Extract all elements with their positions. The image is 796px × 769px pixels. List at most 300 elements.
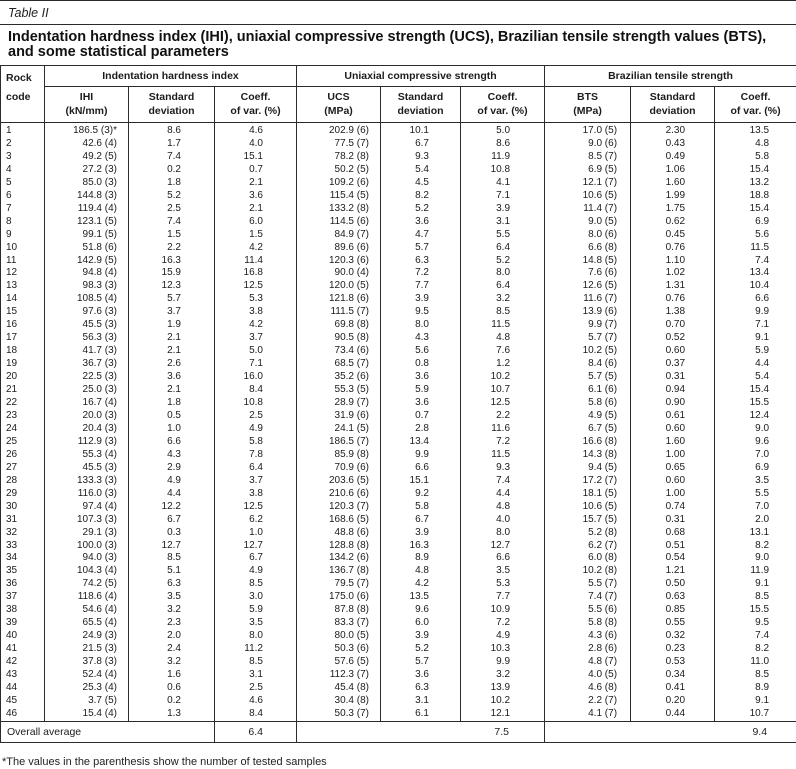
bts-coeffvar-cell: 13.5: [715, 123, 796, 138]
ucs-coeffvar-cell: 12.1: [461, 708, 545, 721]
ihi-stddev-cell: 3.2: [129, 656, 215, 669]
ihi-value-cell: 98.3 (3): [45, 280, 129, 293]
ihi-value-cell: 15.4 (4): [45, 708, 129, 721]
ihi-stddev-cell: 0.2: [129, 695, 215, 708]
ihi-value-cell: 36.7 (3): [45, 358, 129, 371]
table-row: [1, 475, 796, 488]
ihi-coeffvar-cell: 6.2: [215, 514, 297, 527]
ucs-coeffvar-cell: 11.5: [461, 319, 545, 332]
table-row: [1, 293, 796, 306]
ihi-coeffvar-cell: 12.5: [215, 280, 297, 293]
ucs-stddev-cell: 5.2: [381, 203, 461, 216]
bts-stddev-cell: 1.38: [631, 306, 715, 319]
ucs-value-cell: 85.9 (8): [297, 449, 381, 462]
bts-value-cell: 10.2 (5): [545, 345, 631, 358]
ihi-coeffvar-cell: 3.0: [215, 591, 297, 604]
header-bts: [545, 87, 631, 123]
ihi-value-cell: 100.0 (3): [45, 540, 129, 553]
header-bts-stddev-line-1: Standard: [649, 91, 696, 103]
ucs-value-cell: 90.0 (4): [297, 267, 381, 280]
ucs-value-cell: 134.2 (6): [297, 552, 381, 565]
ucs-stddev-cell: 6.7: [381, 138, 461, 151]
bts-coeffvar-cell: 5.8: [715, 151, 796, 164]
bts-coeffvar-cell: 9.6: [715, 436, 796, 449]
bts-coeffvar-cell: 4.8: [715, 138, 796, 151]
ihi-coeffvar-cell: 3.5: [215, 617, 297, 630]
ihi-value-cell: 142.9 (5): [45, 255, 129, 268]
ihi-coeffvar-cell: 4.9: [215, 423, 297, 436]
table-row: [1, 255, 796, 268]
table-label: Table II: [8, 6, 49, 20]
bts-stddev-cell: 0.31: [631, 514, 715, 527]
ihi-coeffvar-cell: 3.7: [215, 475, 297, 488]
bts-coeffvar-cell: 15.4: [715, 384, 796, 397]
bts-value-cell: 2.8 (6): [545, 643, 631, 656]
ihi-value-cell: 37.8 (3): [45, 656, 129, 669]
data-table: [0, 65, 796, 743]
ihi-stddev-cell: 1.7: [129, 138, 215, 151]
header-bts-stddev-line-2: deviation: [649, 105, 696, 117]
table-row: [1, 123, 796, 138]
ucs-stddev-cell: 0.8: [381, 358, 461, 371]
ihi-value-cell: 25.0 (3): [45, 384, 129, 397]
bts-stddev-cell: 0.53: [631, 656, 715, 669]
table-row: [1, 527, 796, 540]
bts-coeffvar-cell: 6.9: [715, 216, 796, 229]
table-row: [1, 488, 796, 501]
ihi-value-cell: 112.9 (3): [45, 436, 129, 449]
table-row: [1, 410, 796, 423]
ucs-value-cell: 175.0 (6): [297, 591, 381, 604]
table-row: [1, 345, 796, 358]
ihi-stddev-cell: 5.2: [129, 190, 215, 203]
ucs-stddev-cell: 5.9: [381, 384, 461, 397]
bts-value-cell: 18.1 (5): [545, 488, 631, 501]
ucs-value-cell: 90.5 (8): [297, 332, 381, 345]
rock-code-cell: 13: [6, 280, 18, 292]
header-rock-code-line-2: code: [6, 91, 31, 103]
bts-value-cell: 6.6 (8): [545, 242, 631, 255]
bts-stddev-cell: 1.06: [631, 164, 715, 177]
ihi-value-cell: 99.1 (5): [45, 229, 129, 242]
bts-value-cell: 5.8 (8): [545, 617, 631, 630]
ucs-value-cell: 55.3 (5): [297, 384, 381, 397]
ihi-stddev-cell: 2.9: [129, 462, 215, 475]
ihi-value-cell: 3.7 (5): [45, 695, 129, 708]
rock-code-cell: 3: [6, 150, 12, 162]
header-ihi-coeffvar: [215, 87, 297, 123]
bts-coeffvar-cell: 5.6: [715, 229, 796, 242]
bts-stddev-cell: 0.20: [631, 695, 715, 708]
table-caption: [0, 25, 796, 65]
ucs-value-cell: 31.9 (6): [297, 410, 381, 423]
ihi-coeffvar-cell: 5.9: [215, 604, 297, 617]
ucs-stddev-cell: 7.7: [381, 280, 461, 293]
bts-value-cell: 10.2 (8): [545, 565, 631, 578]
table-row: [1, 203, 796, 216]
ucs-stddev-cell: 7.2: [381, 267, 461, 280]
ihi-value-cell: 97.4 (4): [45, 501, 129, 514]
ucs-stddev-cell: 3.1: [381, 695, 461, 708]
table-row: [1, 384, 796, 397]
ucs-coeffvar-cell: 8.0: [461, 267, 545, 280]
table-row: [1, 423, 796, 436]
ihi-coeffvar-cell: 4.0: [215, 138, 297, 151]
header-rock-code-line-1: Rock: [6, 72, 32, 84]
table-row: [1, 177, 796, 190]
bts-stddev-cell: 0.65: [631, 462, 715, 475]
ucs-coeffvar-cell: 8.5: [461, 306, 545, 319]
header-ucs: [297, 87, 381, 123]
bts-value-cell: 5.2 (8): [545, 527, 631, 540]
ihi-stddev-cell: 4.4: [129, 488, 215, 501]
rock-code-cell: 44: [6, 681, 18, 693]
ucs-coeffvar-cell: 5.5: [461, 229, 545, 242]
ucs-stddev-cell: 13.4: [381, 436, 461, 449]
ihi-coeffvar-cell: 8.4: [215, 384, 297, 397]
ihi-stddev-cell: 2.0: [129, 630, 215, 643]
ucs-value-cell: 79.5 (7): [297, 578, 381, 591]
ihi-coeffvar-cell: 16.0: [215, 371, 297, 384]
header-bts-coeffvar-line-1: Coeff.: [740, 91, 771, 103]
ucs-coeffvar-cell: 7.7: [461, 591, 545, 604]
ihi-value-cell: 55.3 (4): [45, 449, 129, 462]
rock-code-cell: 12: [6, 267, 18, 279]
ucs-coeffvar-cell: 6.4: [461, 242, 545, 255]
rock-code-cell: 14: [6, 293, 18, 305]
bts-value-cell: 13.9 (6): [545, 306, 631, 319]
ihi-coeffvar-cell: 4.2: [215, 319, 297, 332]
ihi-stddev-cell: 12.7: [129, 540, 215, 553]
ucs-coeffvar-cell: 5.0: [461, 123, 545, 138]
table-row: [1, 695, 796, 708]
ucs-stddev-cell: 6.3: [381, 255, 461, 268]
ihi-stddev-cell: 12.2: [129, 501, 215, 514]
rock-code-cell: 11: [6, 254, 17, 266]
ihi-stddev-cell: 4.9: [129, 475, 215, 488]
ucs-value-cell: 70.9 (6): [297, 462, 381, 475]
rock-code-cell: 45: [6, 694, 18, 706]
ihi-stddev-cell: 6.3: [129, 578, 215, 591]
rock-code-cell: 41: [6, 643, 18, 655]
ihi-coeffvar-cell: 6.7: [215, 552, 297, 565]
ucs-stddev-cell: 8.9: [381, 552, 461, 565]
bts-value-cell: 2.2 (7): [545, 695, 631, 708]
ucs-coeffvar-cell: 7.1: [461, 190, 545, 203]
table-row: [1, 462, 796, 475]
rock-code-cell: 4: [6, 163, 12, 175]
bts-value-cell: 6.9 (5): [545, 164, 631, 177]
ihi-coeffvar-cell: 4.2: [215, 242, 297, 255]
bts-value-cell: 4.9 (5): [545, 410, 631, 423]
table-row: [1, 164, 796, 177]
bts-value-cell: 5.8 (6): [545, 397, 631, 410]
header-ihi: [45, 87, 129, 123]
bts-coeffvar-cell: 9.0: [715, 552, 796, 565]
ucs-value-cell: 24.1 (5): [297, 423, 381, 436]
rock-code-cell: 26: [6, 448, 18, 460]
ucs-value-cell: 68.5 (7): [297, 358, 381, 371]
bts-coeffvar-cell: 6.9: [715, 462, 796, 475]
bts-coeffvar-cell: 9.9: [715, 306, 796, 319]
overall-average-ihi-coeffvar: 6.4: [215, 721, 297, 742]
rock-code-cell: 20: [6, 371, 18, 383]
bts-stddev-cell: 0.60: [631, 345, 715, 358]
bts-value-cell: 6.1 (6): [545, 384, 631, 397]
ucs-stddev-cell: 8.0: [381, 319, 461, 332]
table-row: [1, 617, 796, 630]
table-row: [1, 267, 796, 280]
ihi-value-cell: 186.5 (3)*: [45, 123, 129, 138]
ihi-stddev-cell: 8.5: [129, 552, 215, 565]
overall-average-ucs-coeffvar: 7.5: [297, 721, 545, 742]
bts-stddev-cell: 0.94: [631, 384, 715, 397]
rock-code-cell: 37: [6, 591, 18, 603]
table-row: [1, 552, 796, 565]
ucs-stddev-cell: 9.5: [381, 306, 461, 319]
header-ihi-coeffvar-line-1: Coeff.: [240, 91, 271, 103]
header-group-ihi: Indentation hardness index: [45, 66, 297, 87]
table-row: [1, 397, 796, 410]
bts-coeffvar-cell: 5.9: [715, 345, 796, 358]
ihi-value-cell: 49.2 (5): [45, 151, 129, 164]
ihi-stddev-cell: 2.3: [129, 617, 215, 630]
ucs-coeffvar-cell: 9.3: [461, 462, 545, 475]
ihi-coeffvar-cell: 2.1: [215, 203, 297, 216]
bts-value-cell: 8.5 (7): [545, 151, 631, 164]
header-ihi-stddev-line-1: Standard: [148, 91, 195, 103]
ucs-stddev-cell: 6.6: [381, 462, 461, 475]
ihi-value-cell: 144.8 (3): [45, 190, 129, 203]
header-group-bts: Brazilian tensile strength: [545, 66, 796, 87]
header-bts-coeffvar: [715, 87, 796, 123]
bts-coeffvar-cell: 8.2: [715, 643, 796, 656]
table-row: [1, 436, 796, 449]
ucs-value-cell: 210.6 (6): [297, 488, 381, 501]
bts-value-cell: 4.1 (7): [545, 708, 631, 721]
bts-stddev-cell: 1.60: [631, 177, 715, 190]
ucs-coeffvar-cell: 7.2: [461, 436, 545, 449]
header-rock-code: [1, 66, 45, 123]
ucs-stddev-cell: 6.7: [381, 514, 461, 527]
bts-coeffvar-cell: 8.5: [715, 591, 796, 604]
table-row: [1, 643, 796, 656]
ucs-value-cell: 121.8 (6): [297, 293, 381, 306]
ihi-value-cell: 119.4 (4): [45, 203, 129, 216]
bts-value-cell: 11.6 (7): [545, 293, 631, 306]
ihi-stddev-cell: 2.6: [129, 358, 215, 371]
ucs-stddev-cell: 6.1: [381, 708, 461, 721]
bts-value-cell: 9.9 (7): [545, 319, 631, 332]
ihi-stddev-cell: 2.1: [129, 332, 215, 345]
ihi-stddev-cell: 1.0: [129, 423, 215, 436]
ucs-value-cell: 89.6 (6): [297, 242, 381, 255]
bts-coeffvar-cell: 11.5: [715, 242, 796, 255]
ucs-value-cell: 28.9 (7): [297, 397, 381, 410]
ihi-coeffvar-cell: 15.1: [215, 151, 297, 164]
bts-value-cell: 14.8 (5): [545, 255, 631, 268]
header-bts-coeffvar-line-2: of var. (%): [730, 105, 781, 117]
bts-coeffvar-cell: 8.5: [715, 669, 796, 682]
overall-average-bts-coeffvar: 9.4: [545, 721, 796, 742]
ucs-value-cell: 84.9 (7): [297, 229, 381, 242]
ucs-stddev-cell: 15.1: [381, 475, 461, 488]
ihi-stddev-cell: 1.9: [129, 319, 215, 332]
ihi-value-cell: 29.1 (3): [45, 527, 129, 540]
table-row: [1, 306, 796, 319]
ihi-stddev-cell: 2.5: [129, 203, 215, 216]
ucs-coeffvar-cell: 5.3: [461, 578, 545, 591]
ucs-stddev-cell: 4.5: [381, 177, 461, 190]
header-ihi-coeffvar-line-2: of var. (%): [230, 105, 281, 117]
rock-code-cell: 19: [6, 358, 18, 370]
bts-coeffvar-cell: 10.4: [715, 280, 796, 293]
table-row: [1, 138, 796, 151]
bts-value-cell: 9.4 (5): [545, 462, 631, 475]
bts-value-cell: 4.6 (8): [545, 682, 631, 695]
ucs-stddev-cell: 3.6: [381, 371, 461, 384]
ihi-coeffvar-cell: 2.5: [215, 410, 297, 423]
rock-code-cell: 16: [6, 319, 18, 331]
bts-value-cell: 12.1 (7): [545, 177, 631, 190]
ihi-value-cell: 21.5 (3): [45, 643, 129, 656]
rock-code-cell: 28: [6, 474, 18, 486]
rock-code-cell: 40: [6, 630, 18, 642]
table-row: [1, 319, 796, 332]
ucs-stddev-cell: 6.0: [381, 617, 461, 630]
ihi-stddev-cell: 1.8: [129, 177, 215, 190]
ihi-value-cell: 97.6 (3): [45, 306, 129, 319]
bts-coeffvar-cell: 9.1: [715, 578, 796, 591]
ucs-value-cell: 78.2 (8): [297, 151, 381, 164]
bts-value-cell: 5.7 (7): [545, 332, 631, 345]
ucs-stddev-cell: 3.9: [381, 527, 461, 540]
ihi-coeffvar-cell: 3.6: [215, 190, 297, 203]
table-row: [1, 449, 796, 462]
ucs-coeffvar-cell: 3.1: [461, 216, 545, 229]
bts-stddev-cell: 2.30: [631, 123, 715, 138]
ihi-value-cell: 94.0 (3): [45, 552, 129, 565]
bts-coeffvar-cell: 13.2: [715, 177, 796, 190]
ihi-stddev-cell: 5.7: [129, 293, 215, 306]
ucs-coeffvar-cell: 10.8: [461, 164, 545, 177]
ihi-coeffvar-cell: 1.5: [215, 229, 297, 242]
ihi-value-cell: 104.3 (4): [45, 565, 129, 578]
ucs-stddev-cell: 4.7: [381, 229, 461, 242]
ucs-coeffvar-cell: 9.9: [461, 656, 545, 669]
table-row: [1, 190, 796, 203]
ucs-value-cell: 35.2 (6): [297, 371, 381, 384]
bts-coeffvar-cell: 15.5: [715, 604, 796, 617]
ihi-stddev-cell: 2.1: [129, 345, 215, 358]
bts-value-cell: 4.8 (7): [545, 656, 631, 669]
rock-code-cell: 33: [6, 539, 18, 551]
bts-value-cell: 5.5 (6): [545, 604, 631, 617]
ihi-value-cell: 74.2 (5): [45, 578, 129, 591]
ihi-coeffvar-cell: 4.6: [215, 695, 297, 708]
bts-coeffvar-cell: 15.4: [715, 203, 796, 216]
bts-stddev-cell: 1.31: [631, 280, 715, 293]
ihi-coeffvar-cell: 8.4: [215, 708, 297, 721]
bts-coeffvar-cell: 8.9: [715, 682, 796, 695]
ucs-coeffvar-cell: 8.6: [461, 138, 545, 151]
header-ihi-line-1: IHI: [79, 91, 94, 103]
bts-coeffvar-cell: 7.0: [715, 449, 796, 462]
ihi-value-cell: 42.6 (4): [45, 138, 129, 151]
ihi-stddev-cell: 2.1: [129, 384, 215, 397]
header-ucs-coeffvar: [461, 87, 545, 123]
bts-stddev-cell: 1.75: [631, 203, 715, 216]
table-footer: [1, 721, 796, 742]
rock-code-cell: 34: [6, 552, 18, 564]
table-row: [1, 280, 796, 293]
ucs-stddev-cell: 4.3: [381, 332, 461, 345]
ihi-coeffvar-cell: 8.5: [215, 578, 297, 591]
ihi-value-cell: 20.4 (3): [45, 423, 129, 436]
bts-value-cell: 10.6 (5): [545, 190, 631, 203]
bts-coeffvar-cell: 18.8: [715, 190, 796, 203]
bts-stddev-cell: 0.61: [631, 410, 715, 423]
bts-value-cell: 11.4 (7): [545, 203, 631, 216]
rock-code-cell: 25: [6, 435, 18, 447]
ucs-coeffvar-cell: 3.5: [461, 565, 545, 578]
bts-coeffvar-cell: 5.5: [715, 488, 796, 501]
bts-value-cell: 5.7 (5): [545, 371, 631, 384]
table-row: [1, 332, 796, 345]
ihi-value-cell: 85.0 (3): [45, 177, 129, 190]
rock-code-cell: 38: [6, 604, 18, 616]
bts-coeffvar-cell: 3.5: [715, 475, 796, 488]
table-caption-line-2: and some statistical parameters: [8, 43, 229, 60]
table-row: [1, 669, 796, 682]
rock-code-cell: 27: [6, 461, 18, 473]
ucs-coeffvar-cell: 8.0: [461, 527, 545, 540]
table-row: [1, 630, 796, 643]
ihi-value-cell: 108.5 (4): [45, 293, 129, 306]
bts-coeffvar-cell: 7.1: [715, 319, 796, 332]
bts-stddev-cell: 0.55: [631, 617, 715, 630]
ucs-stddev-cell: 5.4: [381, 164, 461, 177]
ucs-stddev-cell: 5.6: [381, 345, 461, 358]
bts-stddev-cell: 1.00: [631, 488, 715, 501]
table-row: [1, 565, 796, 578]
ihi-coeffvar-cell: 0.7: [215, 164, 297, 177]
ucs-value-cell: 202.9 (6): [297, 123, 381, 138]
ucs-value-cell: 50.3 (7): [297, 708, 381, 721]
bts-stddev-cell: 0.60: [631, 423, 715, 436]
ucs-stddev-cell: 9.9: [381, 449, 461, 462]
ucs-coeffvar-cell: 10.2: [461, 371, 545, 384]
ucs-stddev-cell: 3.9: [381, 293, 461, 306]
ihi-value-cell: 94.8 (4): [45, 267, 129, 280]
ihi-stddev-cell: 1.8: [129, 397, 215, 410]
ucs-stddev-cell: 3.6: [381, 669, 461, 682]
ihi-coeffvar-cell: 1.0: [215, 527, 297, 540]
ihi-coeffvar-cell: 8.5: [215, 656, 297, 669]
ucs-stddev-cell: 0.7: [381, 410, 461, 423]
ihi-stddev-cell: 0.5: [129, 410, 215, 423]
ihi-coeffvar-cell: 3.1: [215, 669, 297, 682]
bts-coeffvar-cell: 9.5: [715, 617, 796, 630]
ucs-value-cell: 50.3 (6): [297, 643, 381, 656]
ucs-value-cell: 57.6 (5): [297, 656, 381, 669]
ucs-value-cell: 115.4 (5): [297, 190, 381, 203]
table-row: [1, 216, 796, 229]
ihi-value-cell: 41.7 (3): [45, 345, 129, 358]
rock-code-cell: 30: [6, 500, 18, 512]
table-row: [1, 708, 796, 721]
bts-coeffvar-cell: 7.4: [715, 255, 796, 268]
